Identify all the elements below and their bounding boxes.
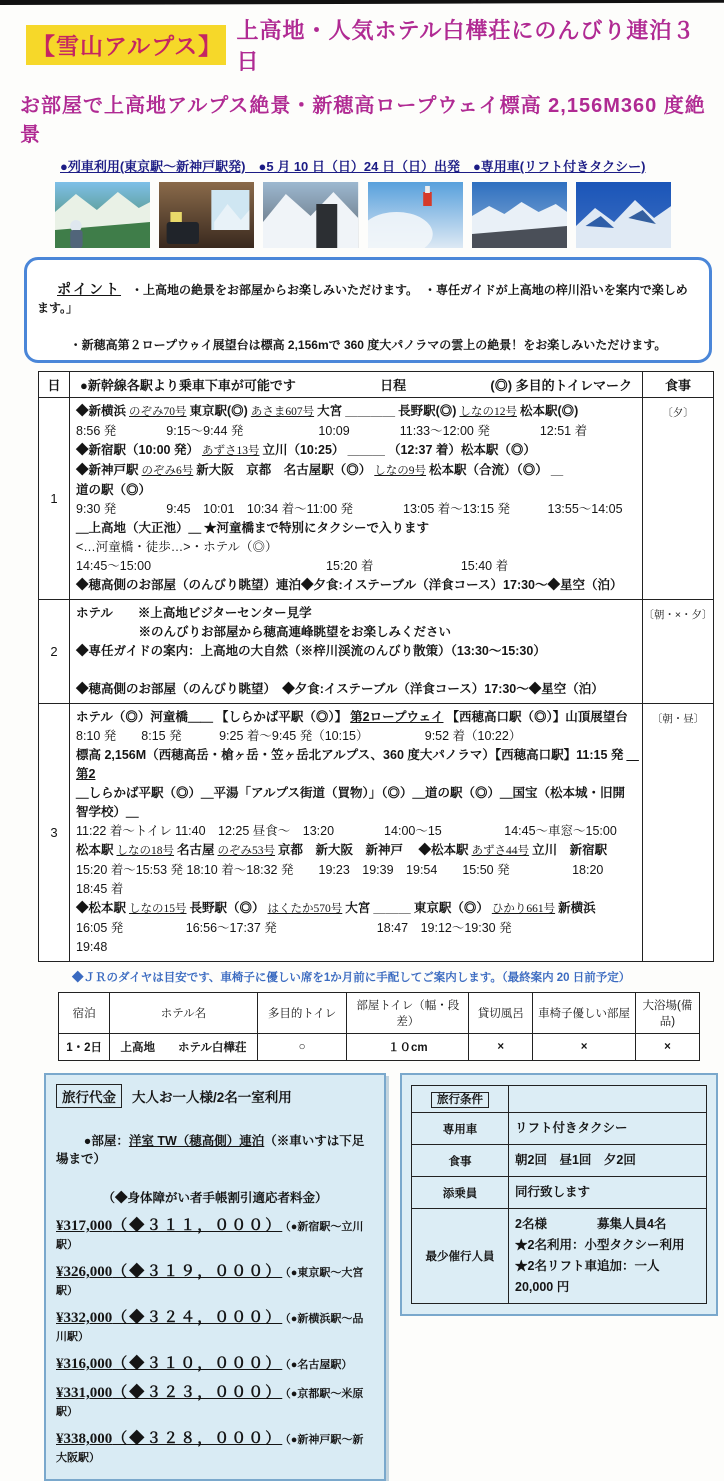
price-route: （●京都駅～米原駅） — [56, 1388, 364, 1418]
price-amount: ¥326,000 — [56, 1264, 113, 1280]
condition-label: 専用車 — [412, 1113, 509, 1145]
hotel-table-cell: ○ — [257, 1034, 347, 1061]
condition-value: 朝2回 昼1回 夕2回 — [509, 1145, 707, 1177]
condition-label: 食事 — [412, 1145, 509, 1177]
condition-value: リフト付きタクシー — [509, 1113, 707, 1145]
itinerary-line: 8:56 発 9:15～9:44 発 10:09 11:33～12:00 発 12:51 着 — [76, 424, 588, 438]
conditions-panel — [400, 1073, 718, 1316]
hotel-table-header: 貸切風呂 — [469, 993, 533, 1034]
condition-label: 最少催行人員 — [412, 1209, 509, 1304]
itinerary-day-row — [39, 600, 713, 704]
itinerary-line: ＿上高地（大正池）＿ ★河童橋まで特別にタクシーで入ります<…河童橋・徒歩…>・ホテル（◎） — [76, 521, 430, 554]
schedule-label: 日程 — [380, 378, 407, 393]
itinerary-line: ◆新宿駅（10:00 発） あずさ13号 立川（10:25） ＿＿＿ （12:37 着）松本駅（◎） — [76, 443, 536, 457]
toilet-mark-note: (◎) 多目的トイレマーク — [490, 378, 632, 393]
hotel-table — [58, 992, 700, 1061]
hotel-table-header: 多目的トイレ — [257, 993, 347, 1034]
snow-peak-photo — [263, 182, 358, 248]
price-route: （●新横浜駅～品川駅） — [56, 1313, 364, 1343]
condition-value: 2名様 募集人員4名 ★2名利用：小型タクシー利用 ★2名リフト車追加：一人 20,000 円 — [509, 1209, 707, 1304]
itinerary-header-row — [39, 372, 713, 398]
discount-note: （◆身体障がい者手帳割引適応者料金） — [102, 1191, 328, 1205]
hotel-table-cell: × — [533, 1034, 636, 1061]
itinerary-line: 9:30 発 9:45 10:01 10:34 着～11:00 発 13:05 着～13:15 発 13:55～14:05 — [76, 502, 623, 516]
itinerary-line: 16:05 発 16:56～17:37 発 18:47 19:12～19:30 発 19:48 — [76, 921, 625, 954]
itinerary-line: ※のんびりお部屋から穂高連峰眺望をお楽しみください — [76, 625, 452, 639]
hotel-table-header: 宿泊 — [59, 993, 110, 1034]
transport-line: ●列車利用(東京駅～新神戸駅発) ●5 月 10 日（日）24 日（日）出発 ●専用車(リフト付きタクシー) — [60, 159, 646, 174]
price-row — [56, 1427, 374, 1465]
itinerary-line: 15:20 着～15:53 発 18:10 着～18:32 発 19:23 19:39 19:54 15:50 発 18:20 18:45 着 — [76, 863, 616, 896]
page-title: 上高地・人気ホテル白樺荘にのんびり連泊３日 — [236, 18, 696, 74]
condition-row — [412, 1145, 707, 1177]
price-title: 旅行代金 — [56, 1084, 122, 1108]
hotel-table-header: 部屋トイレ（幅・段差） — [347, 993, 469, 1034]
price-amount: ¥338,000 — [56, 1431, 113, 1447]
day-number: 1 — [39, 398, 70, 599]
hotel-terrace-photo — [159, 182, 254, 248]
condition-row — [412, 1113, 707, 1145]
price-discount: （◆３１９，０００） — [112, 1264, 283, 1280]
hotel-table-cell: １０cm — [347, 1034, 469, 1061]
itinerary-line: ホテル（◎）河童橋＿＿ 【しらかば平駅（◎）】 第2ロープウェイ 【西穂高口駅（◎）】山頂展望台 — [76, 710, 628, 724]
point-line-2: ・新穂高第２ロープウゥイ展望台は標高 2,156mで 360 度大パノラマの雲上の絶景！をお楽しみいただけます。 — [69, 338, 667, 352]
itinerary-line: ◆専任ガイドの案内：上高地の大自然（※梓川渓流のんびり散策）（13:30～15:30） — [76, 644, 546, 658]
hotel-table-cell: × — [469, 1034, 533, 1061]
itinerary-line: ◆松本駅 しなの15号 長野駅（◎） はくたか570号 大宮 ＿＿＿ 東京駅（◎） ひかり661号 新横浜 — [76, 901, 596, 915]
itinerary-line: ◆新横浜 のぞみ70号 東京駅(◎) あさま607号 大宮 ＿＿＿＿ 長野駅(◎) しなの12号 松本駅(◎) — [76, 404, 579, 418]
price-row — [56, 1381, 374, 1419]
conditions-table — [411, 1085, 707, 1304]
price-row — [56, 1352, 374, 1373]
itinerary-line: 松本駅 しなの18号 名古屋 のぞみ53号 京都 新大阪 新神戸 ◆松本駅 あずさ44号 立川 新宿駅 — [76, 843, 608, 857]
hotel-table-header: ホテル名 — [110, 993, 257, 1034]
meal-info: 〔朝・×・夕〕 — [643, 609, 713, 621]
photo-strip — [55, 182, 671, 248]
room-prefix: ●部屋： — [83, 1134, 129, 1148]
day-schedule — [70, 398, 643, 599]
point-box — [24, 257, 712, 363]
condition-row — [412, 1209, 707, 1304]
day-schedule — [70, 704, 643, 961]
meal-info: 〔朝・昼〕 — [651, 713, 705, 725]
price-amount: ¥331,000 — [56, 1385, 113, 1401]
hotel-table-header: 大浴場(備品) — [635, 993, 699, 1034]
itinerary-line: 14:45～15:00 15:20 着 15:40 着 — [76, 559, 509, 573]
itinerary-line: 8:10 発 8:15 発 9:25 着～9:45 発（10:15） 9:52 着（10:22） — [76, 729, 522, 743]
day-column-header: 日 — [39, 372, 70, 397]
point-label: ポイント — [57, 281, 122, 297]
room-suffix: （※車いすは下足場まで） — [56, 1134, 365, 1166]
price-discount: （◆３１０，０００） — [112, 1356, 283, 1372]
price-route: （●名古屋駅） — [285, 1359, 353, 1371]
price-amount: ¥332,000 — [56, 1310, 113, 1326]
itinerary-line — [76, 661, 636, 680]
itinerary-day-row — [39, 704, 713, 961]
condition-value: 同行致します — [509, 1177, 707, 1209]
condition-row — [412, 1177, 707, 1209]
hotel-table-header: 車椅子優しい部屋 — [533, 993, 636, 1034]
page-subtitle: お部屋で上高地アルプス絶景・新穂高ロープウェイ標高 2,156M360 度絶景 — [20, 95, 706, 146]
header — [0, 0, 724, 175]
itinerary-line: 標高 2,156M（西穂高岳・槍ヶ岳・笠ヶ岳北アルプス、360 度大パノラマ）【西穂高口駅】11:15 発 第2 — [76, 748, 639, 781]
price-amount: ¥316,000 — [56, 1356, 113, 1372]
hotel-table-cell: 上高地 ホテル白樺荘 — [110, 1034, 257, 1061]
conditions-title: 旅行条件 — [431, 1092, 489, 1108]
point-line-1: ・上高地の絶景をお部屋からお楽しみいただけます。 ・専任ガイドが上高地の梓川沿いを案内で楽しめます。」 — [37, 283, 688, 315]
itinerary-line: ◆穂高側のお部屋（のんびり眺望） ◆夕食:イステーブル（洋食コース）17:30～◆星空（泊） — [76, 682, 604, 696]
tour-badge: 【雪山アルプス】 — [26, 25, 226, 65]
hotel-table-cell: 1・2日 — [59, 1034, 110, 1061]
price-discount: （◆３１１，０００） — [112, 1218, 283, 1234]
price-discount: （◆３２４，０００） — [112, 1310, 283, 1326]
price-panel — [44, 1073, 386, 1481]
day-number: 2 — [39, 600, 70, 703]
price-discount: （◆３２３，０００） — [112, 1385, 283, 1401]
room-type: 洋室 TW（穂高側）連泊 — [128, 1134, 265, 1148]
meal-column-header: 食事 — [664, 378, 691, 393]
itinerary-line: 11:22 着～トイレ 11:40 12:25 昼食～ 13:20 14:00～15 14:45～車窓～15:00 — [76, 824, 617, 838]
price-route: （●新宿駅～立川駅） — [56, 1221, 364, 1251]
blue-ridge-photo — [576, 182, 671, 248]
itinerary-line: ホテル ※上高地ビジターセンター見学 — [76, 606, 312, 620]
condition-label: 添乗員 — [412, 1177, 509, 1209]
price-discount: （◆３２８，０００） — [112, 1431, 283, 1447]
price-row — [56, 1306, 374, 1344]
day-schedule — [70, 600, 643, 703]
ropeway-gondola-photo — [368, 182, 463, 248]
itinerary-line: ◆新神戸駅 のぞみ6号 新大阪 京都 名古屋駅（◎） しなの9号 松本駅（合流）（◎） ＿道の駅（◎） — [76, 463, 564, 497]
hotel-table-cell: × — [635, 1034, 699, 1061]
itinerary-line: ＿しらかば平駅（◎）＿平湯「アルプス街道（買物）」（◎）＿道の駅（◎）＿国宝（松本城・旧開智学校）＿ — [76, 786, 626, 819]
itinerary-table — [38, 371, 714, 962]
price-amount: ¥317,000 — [56, 1218, 113, 1234]
shinkansen-note: ●新幹線各駅より乗車下車が可能です — [80, 378, 296, 393]
kamikochi-riverside-photo — [55, 182, 150, 248]
meal-info: 〔夕〕 — [662, 407, 694, 419]
price-row — [56, 1260, 374, 1298]
price-route: （●東京駅～大宮駅） — [56, 1267, 364, 1297]
itinerary-line: ◆穂高側のお部屋（のんびり眺望）連泊◆夕食:イステーブル（洋食コース）17:30～◆星空（泊） — [76, 578, 623, 592]
itinerary-day-row — [39, 398, 713, 600]
day-number: 3 — [39, 704, 70, 961]
price-route: （●新神戸駅～新大阪駅） — [56, 1434, 364, 1464]
summit-panorama-photo — [472, 182, 567, 248]
price-row — [56, 1214, 374, 1252]
price-title-rest: 大人お一人様/2名一室利用 — [132, 1090, 292, 1105]
jr-note: ◆ＪＲのダイヤは目安です、車椅子に優しい席を1か月前に手配してご案内します。（最終案内 20 日前予定） — [72, 972, 631, 984]
